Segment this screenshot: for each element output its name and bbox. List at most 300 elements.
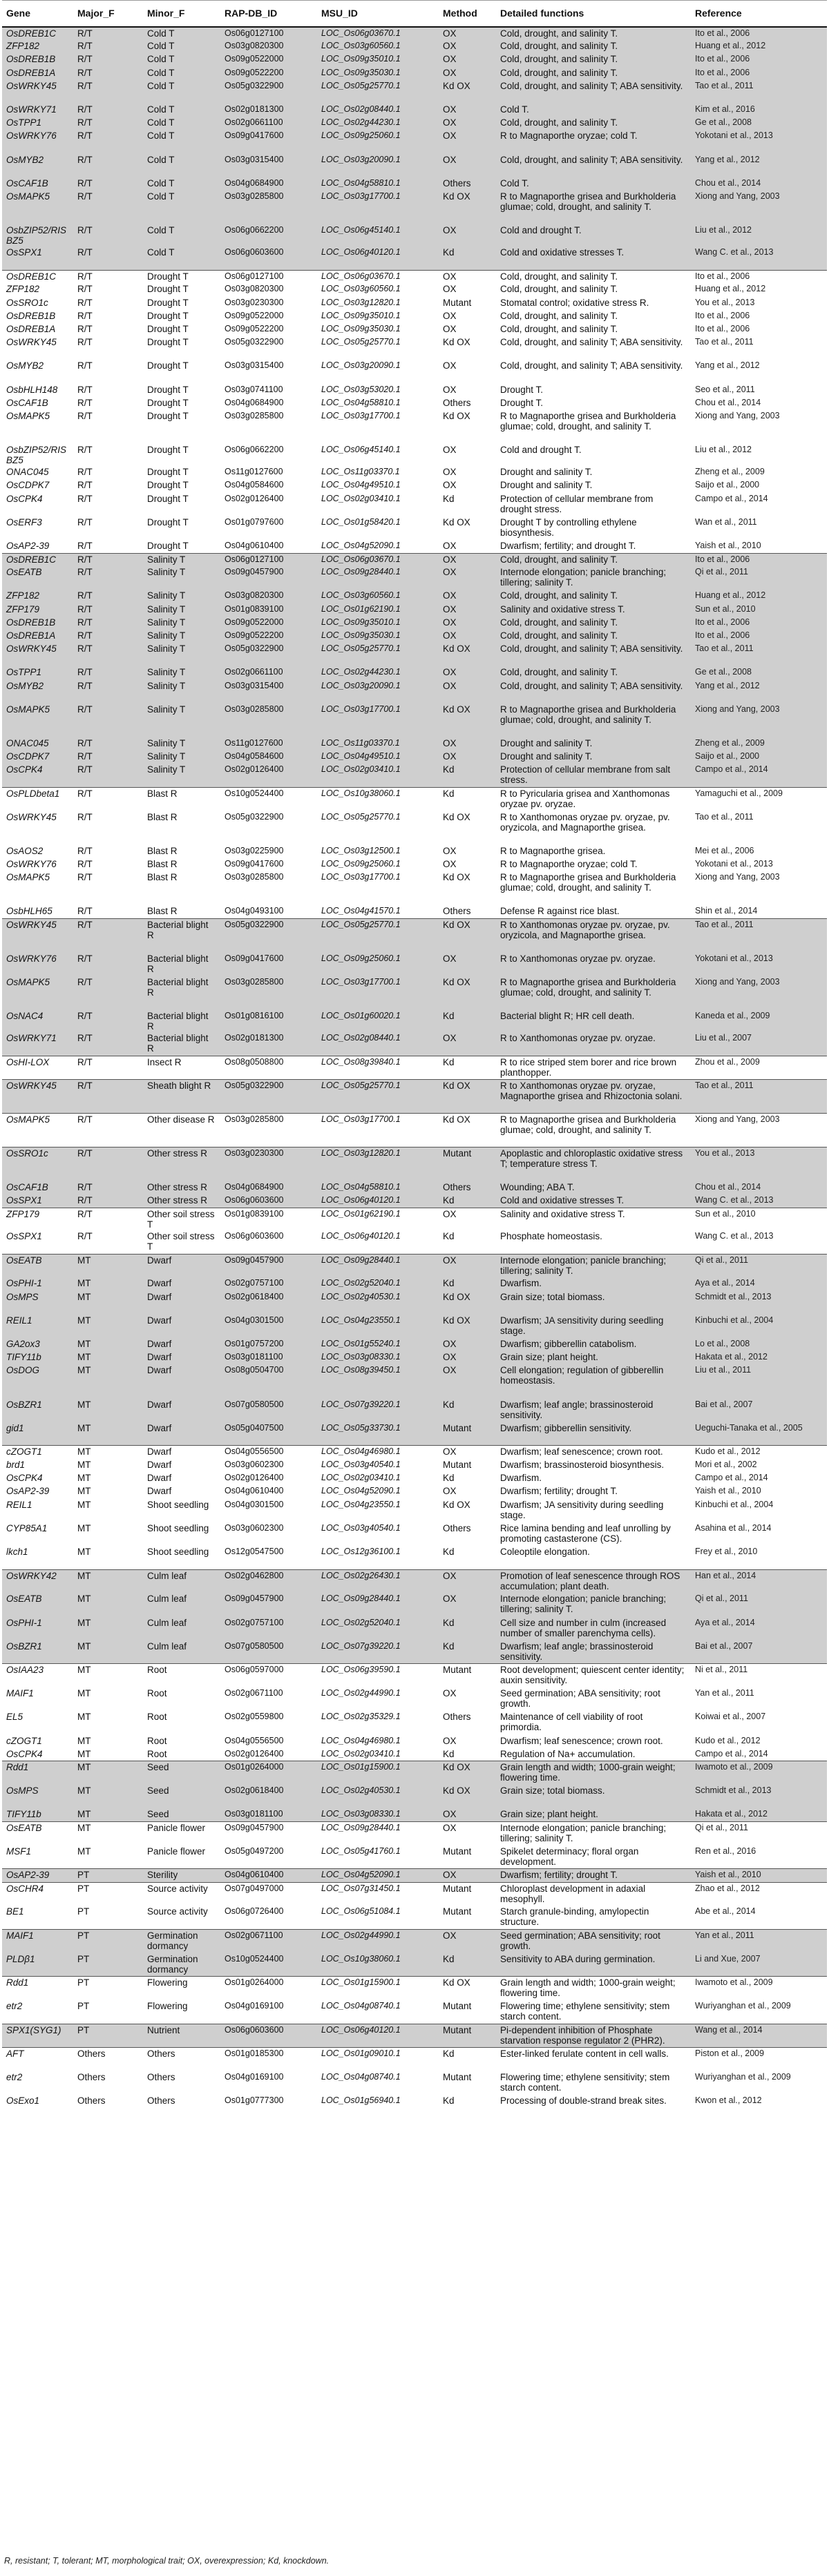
table-row xyxy=(2,516,827,540)
method-cell: OX xyxy=(443,1486,457,1497)
msu-id-cell: LOC_Os02g08440.1 xyxy=(317,104,439,117)
minor-f-cell: Blast R xyxy=(147,845,178,856)
minor-f-cell: Drought T xyxy=(147,360,189,371)
function-cell: Cold, drought, and salinity T; ABA sensitivity. xyxy=(500,360,683,371)
reference-cell: Ni et al., 2011 xyxy=(691,1664,827,1687)
rap-id-cell: Os12g0547500 xyxy=(225,1547,284,1556)
function-cell: Internode elongation; panicle branching; tillering; salinity T. xyxy=(496,1254,691,1277)
reference-cell: Ito et al., 2006 xyxy=(691,67,827,80)
table-row xyxy=(2,493,827,516)
msu-id-cell: LOC_Os02g03410.1 xyxy=(321,1748,401,1759)
msu-id-cell: LOC_Os06g39590.1 xyxy=(317,1664,439,1687)
msu-id-cell: LOC_Os01g58420.1 xyxy=(321,516,401,527)
table-row xyxy=(2,2024,827,2047)
function-cell: Dwarfism; fertility; and drought T. xyxy=(500,540,636,551)
major-f-cell: R/T xyxy=(73,80,143,104)
minor-f-cell: Salinity T xyxy=(143,680,220,704)
table-row xyxy=(2,1446,827,1459)
table-row xyxy=(2,953,827,976)
major-f-cell: R/T xyxy=(73,603,143,617)
method-cell: OX xyxy=(439,603,496,617)
reference-cell: Wuriyanghan et al., 2009 xyxy=(695,2071,791,2082)
gene-cell: OsPHI-1 xyxy=(2,1277,73,1290)
major-f-cell: R/T xyxy=(73,53,143,66)
major-f-cell: MT xyxy=(73,1569,143,1593)
major-f-cell: R/T xyxy=(73,67,143,80)
table-row xyxy=(2,1459,827,1472)
table-row xyxy=(2,323,827,336)
method-cell: OX xyxy=(439,1032,496,1056)
minor-f-cell: Insect R xyxy=(143,1056,220,1079)
method-cell: Kd xyxy=(439,788,496,811)
function-cell: Cold, drought, and salinity T. xyxy=(496,617,691,630)
rap-id-cell: Os06g0603600 xyxy=(220,2024,317,2047)
rap-id-cell: Os05g0322900 xyxy=(220,1080,317,1114)
reference-cell: Qi et al., 2011 xyxy=(691,1821,827,1845)
table-row xyxy=(2,444,827,466)
method-cell: Kd xyxy=(439,1277,496,1290)
rap-id-cell: Os04g0584600 xyxy=(225,480,284,490)
rap-id-cell: Os02g0671100 xyxy=(225,1688,283,1698)
reference-cell: Liu et al., 2011 xyxy=(691,1364,827,1398)
method-cell: OX xyxy=(443,310,457,321)
table-row xyxy=(2,2095,827,2118)
gene-function-table xyxy=(2,0,827,2118)
reference-cell: Liu et al., 2007 xyxy=(691,1032,827,1056)
function-cell: Dwarfism; fertility; drought T. xyxy=(500,1486,618,1497)
method-cell: OX xyxy=(443,859,457,870)
reference-cell: Wang C. et al., 2013 xyxy=(691,1194,827,1208)
major-f-cell: R/T xyxy=(73,553,143,566)
gene-cell: OsHI-LOX xyxy=(2,1056,73,1079)
major-f-cell: MT xyxy=(73,1351,143,1364)
reference-cell: Wang C. et al., 2013 xyxy=(695,1231,774,1241)
method-cell: Kd xyxy=(439,1399,496,1422)
col-minor-f: Minor_F xyxy=(143,1,220,28)
msu-id-cell: LOC_Os06g45140.1 xyxy=(317,224,439,246)
rap-id-cell: Os06g0726400 xyxy=(225,1906,284,1917)
major-f-cell: R/T xyxy=(77,297,93,308)
major-f-cell: MT xyxy=(73,1399,143,1422)
function-cell: Drought T. xyxy=(500,397,544,408)
minor-f-cell: Cold T xyxy=(143,67,220,80)
gene-cell: OsMAPK5 xyxy=(2,704,73,737)
msu-id-cell: LOC_Os03g60560.1 xyxy=(317,590,439,603)
method-cell: OX xyxy=(439,224,496,246)
method-cell: OX xyxy=(439,1808,496,1821)
gene-cell: ZFP179 xyxy=(2,1208,73,1231)
reference-cell: Zhao et al., 2012 xyxy=(691,1882,827,1906)
msu-id-cell: LOC_Os04g52090.1 xyxy=(321,1486,401,1496)
msu-id-cell: LOC_Os03g40540.1 xyxy=(321,1460,401,1470)
msu-id-cell: LOC_Os03g12820.1 xyxy=(321,297,401,307)
table-row xyxy=(2,1821,827,1845)
gene-cell: OsAOS2 xyxy=(6,845,44,856)
reference-cell: Ito et al., 2006 xyxy=(691,270,827,283)
gene-cell: CYP85A1 xyxy=(6,1522,48,1533)
msu-id-cell: LOC_Os12g36100.1 xyxy=(321,1547,401,1556)
major-f-cell: MT xyxy=(73,1664,143,1687)
function-cell: Grain size; plant height. xyxy=(496,1808,691,1821)
rap-id-cell: Os02g0126400 xyxy=(225,1748,284,1759)
msu-id-cell: LOC_Os03g20090.1 xyxy=(317,680,439,704)
msu-id-cell: LOC_Os02g08440.1 xyxy=(317,1032,439,1056)
method-cell: Others xyxy=(443,397,471,408)
rap-id-cell: Os10g0524400 xyxy=(220,788,317,811)
gene-cell: MSF1 xyxy=(6,1846,32,1857)
reference-cell: Hakata et al., 2012 xyxy=(691,1351,827,1364)
method-cell: OX xyxy=(439,67,496,80)
major-f-cell: R/T xyxy=(77,384,93,395)
minor-f-cell: Cold T xyxy=(143,104,220,117)
minor-f-cell: Shoot seedling xyxy=(147,1547,209,1557)
rap-id-cell: Os05g0322900 xyxy=(225,811,284,822)
gene-cell: OsbHLH148 xyxy=(6,384,58,395)
gene-cell: OsTPP1 xyxy=(2,117,73,130)
minor-f-cell: Other stress R xyxy=(143,1194,220,1208)
table-row xyxy=(2,1546,827,1569)
table-row xyxy=(2,919,827,953)
function-cell: Drought T by controlling ethylene biosynthesis. xyxy=(500,516,637,538)
reference-cell: Hakata et al., 2012 xyxy=(691,1808,827,1821)
table-row xyxy=(2,1882,827,1906)
gene-cell: OsWRKY42 xyxy=(2,1569,73,1593)
table-row xyxy=(2,1687,827,1711)
minor-f-cell: Cold T xyxy=(143,53,220,66)
major-f-cell: MT xyxy=(73,1761,143,1785)
minor-f-cell: Drought T xyxy=(147,324,189,334)
minor-f-cell: Cold T xyxy=(143,246,220,270)
major-f-cell: MT xyxy=(73,1808,143,1821)
minor-f-cell: Others xyxy=(147,2095,175,2106)
msu-id-cell: LOC_Os08g39840.1 xyxy=(317,1056,439,1079)
msu-id-cell: LOC_Os05g25770.1 xyxy=(317,80,439,104)
major-f-cell: R/T xyxy=(77,410,93,421)
method-cell: OX xyxy=(439,1338,496,1351)
function-cell: Internode elongation; panicle branching; tillering; salinity T. xyxy=(496,566,691,590)
minor-f-cell: Other stress R xyxy=(143,1181,220,1194)
reference-cell: Campo et al., 2014 xyxy=(695,1473,768,1483)
function-cell: Pi-dependent inhibition of Phosphate starvation response regulator 2 (PHR2). xyxy=(496,2024,691,2047)
gene-cell: OsERF3 xyxy=(6,516,42,527)
gene-cell: OsAP2-39 xyxy=(2,1869,73,1882)
minor-f-cell: Bacterial blight R xyxy=(143,1010,220,1032)
method-cell: OX xyxy=(439,617,496,630)
gene-cell: OsEATB xyxy=(2,1821,73,1845)
reference-cell: Kwon et al., 2012 xyxy=(695,2095,762,2105)
reference-cell: Wuriyanghan et al., 2009 xyxy=(695,2000,791,2011)
gene-cell: TIFY11b xyxy=(2,1808,73,1821)
function-cell: Flowering time; ethylene sensitivity; stem starch content. xyxy=(500,2071,670,2093)
table-row xyxy=(2,466,827,479)
rap-id-cell: Os02g0559800 xyxy=(225,1712,284,1722)
table-row xyxy=(2,1869,827,1882)
reference-cell: Yaish et al., 2010 xyxy=(695,1486,761,1496)
gene-cell: OsDREB1A xyxy=(2,630,73,643)
function-cell: Cold T. xyxy=(496,104,691,117)
gene-cell: EL5 xyxy=(6,1712,23,1723)
major-f-cell: PT xyxy=(73,1882,143,1906)
method-cell: Kd xyxy=(439,1640,496,1664)
minor-f-cell: Salinity T xyxy=(143,764,220,787)
major-f-cell: R/T xyxy=(73,919,143,953)
minor-f-cell: Drought T xyxy=(147,480,189,491)
table-row xyxy=(2,1422,827,1446)
rap-id-cell: Os03g0230300 xyxy=(225,297,284,307)
table-row xyxy=(2,566,827,590)
rap-id-cell: Os06g0662200 xyxy=(220,224,317,246)
function-cell: R to Xanthomonas oryzae pv. oryzae. xyxy=(496,953,691,976)
major-f-cell: R/T xyxy=(77,872,93,883)
function-cell: Grain size; total biomass. xyxy=(496,1291,691,1315)
function-cell: Starch granule-binding, amylopectin structure. xyxy=(500,1906,649,1928)
rap-id-cell: Os04g0610400 xyxy=(220,1869,317,1882)
msu-id-cell: LOC_Os01g15900.1 xyxy=(317,1761,439,1785)
reference-cell: Mori et al., 2002 xyxy=(695,1460,757,1470)
msu-id-cell: LOC_Os02g44990.1 xyxy=(317,1929,439,1953)
function-cell: Cold and oxidative stresses T. xyxy=(496,246,691,270)
function-cell: Drought and salinity T. xyxy=(500,480,593,491)
method-cell: Kd OX xyxy=(439,1315,496,1338)
gene-cell: OsSRO1c xyxy=(2,1147,73,1181)
msu-id-cell: LOC_Os09g28440.1 xyxy=(317,1254,439,1277)
rap-id-cell: Os04g0493100 xyxy=(225,906,284,916)
method-cell: OX xyxy=(439,566,496,590)
msu-id-cell: LOC_Os02g52040.1 xyxy=(317,1617,439,1640)
msu-id-cell: LOC_Os09g28440.1 xyxy=(317,1821,439,1845)
msu-id-cell: LOC_Os09g35030.1 xyxy=(317,630,439,643)
function-cell: Protection of cellular membrane from drought stress. xyxy=(500,493,654,514)
method-cell: Mutant xyxy=(439,1664,496,1687)
gene-cell: OsPLDbeta1 xyxy=(2,788,73,811)
major-f-cell: R/T xyxy=(73,643,143,666)
reference-cell: Campo et al., 2014 xyxy=(691,764,827,787)
reference-cell: Seo et al., 2011 xyxy=(695,384,755,394)
minor-f-cell: Bacterial blight R xyxy=(143,919,220,953)
gene-cell: OsDREB1B xyxy=(2,617,73,630)
table-row xyxy=(2,1147,827,1181)
major-f-cell: MT xyxy=(73,1254,143,1277)
function-cell: R to Magnaporthe oryzae; cold T. xyxy=(500,859,638,870)
table-row xyxy=(2,1499,827,1522)
method-cell: Kd OX xyxy=(443,337,470,348)
function-cell: Wounding; ABA T. xyxy=(496,1181,691,1194)
table-footnote: R, resistant; T, tolerant; MT, morphological trait; OX, overexpression; Kd, knockdown. xyxy=(4,2556,330,2566)
table-row xyxy=(2,666,827,679)
method-cell: OX xyxy=(439,750,496,764)
method-cell: Kd OX xyxy=(439,704,496,737)
function-cell: R to Xanthomonas oryzae pv. oryzae, Magnaporthe grisea and Rhizoctonia solani. xyxy=(496,1080,691,1114)
method-cell: Kd xyxy=(443,1231,455,1241)
major-f-cell: R/T xyxy=(77,811,93,822)
table-row xyxy=(2,845,827,858)
function-cell: Cold, drought, and salinity T. xyxy=(496,666,691,679)
minor-f-cell: Seed xyxy=(143,1808,220,1821)
rap-id-cell: Os01g0757200 xyxy=(220,1338,317,1351)
function-cell: Phosphate homeostasis. xyxy=(500,1231,602,1241)
function-cell: Dwarfism; leaf senescence; crown root. xyxy=(496,1446,691,1459)
minor-f-cell: Shoot seedling xyxy=(147,1522,209,1533)
major-f-cell: PT xyxy=(73,2024,143,2047)
method-cell: Kd OX xyxy=(443,811,470,822)
minor-f-cell: Nutrient xyxy=(143,2024,220,2047)
gene-cell: OsWRKY45 xyxy=(2,643,73,666)
function-cell: Dwarfism; leaf senescence; crown root. xyxy=(500,1735,663,1746)
table-row xyxy=(2,1522,827,1546)
msu-id-cell: LOC_Os02g35329.1 xyxy=(321,1712,401,1722)
reference-cell: Asahina et al., 2014 xyxy=(695,1522,772,1533)
major-f-cell: R/T xyxy=(73,246,143,270)
function-cell: R to Xanthomonas oryzae pv. oryzae, pv. oryzicola, and Magnaporthe grisea. xyxy=(496,919,691,953)
minor-f-cell: Sheath blight R xyxy=(143,1080,220,1114)
rap-id-cell: Os05g0497200 xyxy=(225,1846,284,1856)
function-cell: Apoplastic and chloroplastic oxidative stress T; temperature stress T. xyxy=(496,1147,691,1181)
method-cell: Kd OX xyxy=(439,1291,496,1315)
table-row xyxy=(2,1114,827,1147)
method-cell: Kd xyxy=(443,2095,455,2106)
major-f-cell: R/T xyxy=(77,310,93,321)
table-row xyxy=(2,1664,827,1687)
gene-cell: OsIAA23 xyxy=(2,1664,73,1687)
rap-id-cell: Os01g0797600 xyxy=(225,516,284,527)
table-row xyxy=(2,104,827,117)
table-row xyxy=(2,1485,827,1498)
minor-f-cell: Dwarf xyxy=(143,1291,220,1315)
table-row xyxy=(2,270,827,283)
method-cell: Kd xyxy=(439,2047,496,2071)
minor-f-cell: Panicle flower xyxy=(147,1846,206,1857)
rap-id-cell: Os09g0457900 xyxy=(220,1254,317,1277)
gene-cell: OsWRKY71 xyxy=(2,1032,73,1056)
major-f-cell: MT xyxy=(77,1499,91,1510)
msu-id-cell: LOC_Os02g26430.1 xyxy=(317,1569,439,1593)
minor-f-cell: Salinity T xyxy=(143,603,220,617)
gene-cell: OsEATB xyxy=(2,566,73,590)
msu-id-cell: LOC_Os06g03670.1 xyxy=(317,270,439,283)
msu-id-cell: LOC_Os09g25060.1 xyxy=(317,953,439,976)
function-cell: Dwarfism; fertility; drought T. xyxy=(496,1869,691,1882)
minor-f-cell: Root xyxy=(143,1664,220,1687)
reference-cell: Han et al., 2014 xyxy=(691,1569,827,1593)
reference-cell: Ueguchi-Tanaka et al., 2005 xyxy=(691,1422,827,1446)
gene-cell: OsMPS xyxy=(2,1291,73,1315)
reference-cell: Ito et al., 2006 xyxy=(695,324,750,333)
rap-id-cell: Os01g0777300 xyxy=(225,2095,284,2105)
rap-id-cell: Os05g0322900 xyxy=(220,643,317,666)
gene-cell: ZFP182 xyxy=(6,284,40,295)
reference-cell: Kinbuchi et al., 2004 xyxy=(691,1315,827,1338)
method-cell: Mutant xyxy=(439,1882,496,1906)
reference-cell: Tao et al., 2011 xyxy=(691,643,827,666)
minor-f-cell: Flowering xyxy=(147,2000,188,2011)
major-f-cell: R/T xyxy=(73,117,143,130)
rap-id-cell: Os03g0285800 xyxy=(220,191,317,224)
method-cell: OX xyxy=(443,480,457,491)
rap-id-cell: Os02g0181300 xyxy=(220,1032,317,1056)
function-cell: Drought and salinity T. xyxy=(496,737,691,750)
minor-f-cell: Salinity T xyxy=(143,590,220,603)
table-row xyxy=(2,410,827,444)
gene-cell: OsDREB1C xyxy=(2,27,73,40)
method-cell: Kd xyxy=(439,1010,496,1032)
table-row xyxy=(2,297,827,310)
major-f-cell: MT xyxy=(77,1486,91,1497)
rap-id-cell: Os03g0230300 xyxy=(220,1147,317,1181)
rap-id-cell: Os04g0584600 xyxy=(220,750,317,764)
function-cell: Cold and oxidative stresses T. xyxy=(496,1194,691,1208)
minor-f-cell: Dwarf xyxy=(143,1351,220,1364)
rap-id-cell: Os03g0820300 xyxy=(220,590,317,603)
rap-id-cell: Os04g0610400 xyxy=(225,1486,284,1496)
reference-cell: Schmidt et al., 2013 xyxy=(691,1291,827,1315)
rap-id-cell: Os03g0602300 xyxy=(225,1460,284,1470)
function-cell: Cold, drought, and salinity T. xyxy=(496,53,691,66)
msu-id-cell: LOC_Os05g25770.1 xyxy=(321,337,401,347)
function-cell: Cold, drought, and salinity T. xyxy=(496,553,691,566)
minor-f-cell: Cold T xyxy=(143,154,220,177)
msu-id-cell: LOC_Os09g28440.1 xyxy=(317,566,439,590)
function-cell: Drought and salinity T. xyxy=(496,750,691,764)
major-f-cell: MT xyxy=(77,1460,91,1471)
table-row xyxy=(2,1230,827,1254)
rap-id-cell: Os05g0322900 xyxy=(220,80,317,104)
method-cell: OX xyxy=(443,467,457,478)
gene-cell: AFT xyxy=(2,2047,73,2071)
table-row xyxy=(2,1617,827,1640)
msu-id-cell: LOC_Os09g25060.1 xyxy=(321,859,401,869)
reference-cell: Liu et al., 2012 xyxy=(695,445,752,455)
table-row xyxy=(2,384,827,397)
table-row xyxy=(2,643,827,666)
table-row xyxy=(2,1593,827,1616)
method-cell: Kd xyxy=(439,1617,496,1640)
function-cell: R to Magnaporthe oryzae; cold T. xyxy=(496,130,691,153)
reference-cell: Aya et al., 2014 xyxy=(691,1617,827,1640)
major-f-cell: MT xyxy=(77,1712,91,1723)
msu-id-cell: LOC_Os09g35030.1 xyxy=(321,324,401,333)
function-cell: Cold, drought, and salinity T; ABA sensitivity. xyxy=(496,154,691,177)
table-row xyxy=(2,905,827,918)
method-cell: Kd OX xyxy=(439,1114,496,1147)
reference-cell: Tao et al., 2011 xyxy=(691,919,827,953)
function-cell: R to Magnaporthe grisea and Burkholderia glumae; cold, drought, and salinity T. xyxy=(500,872,676,893)
table-row xyxy=(2,1056,827,1079)
method-cell: OX xyxy=(439,737,496,750)
gene-cell: MAIF1 xyxy=(2,1929,73,1953)
table-row xyxy=(2,1472,827,1485)
table-row xyxy=(2,53,827,66)
gene-cell: OsDREB1B xyxy=(2,53,73,66)
table-row xyxy=(2,191,827,224)
major-f-cell: R/T xyxy=(73,976,143,1010)
table-row xyxy=(2,27,827,40)
reference-cell: Iwamoto et al., 2009 xyxy=(691,1977,827,2000)
rap-id-cell: Os05g0322900 xyxy=(225,337,284,347)
major-f-cell: MT xyxy=(77,1473,91,1484)
reference-cell: Kim et al., 2016 xyxy=(691,104,827,117)
gene-cell: OsExo1 xyxy=(6,2095,40,2106)
function-cell: Cold, drought, and salinity T. xyxy=(500,310,618,321)
gene-cell: OsSPX1 xyxy=(2,1194,73,1208)
major-f-cell: R/T xyxy=(73,788,143,811)
method-cell: OX xyxy=(443,360,457,371)
gene-cell: OsWRKY45 xyxy=(2,919,73,953)
rap-id-cell: Os03g0820300 xyxy=(220,40,317,53)
table-row xyxy=(2,811,827,845)
gene-cell: OsMAPK5 xyxy=(2,1114,73,1147)
method-cell: OX xyxy=(439,630,496,643)
major-f-cell: MT xyxy=(77,1522,91,1533)
